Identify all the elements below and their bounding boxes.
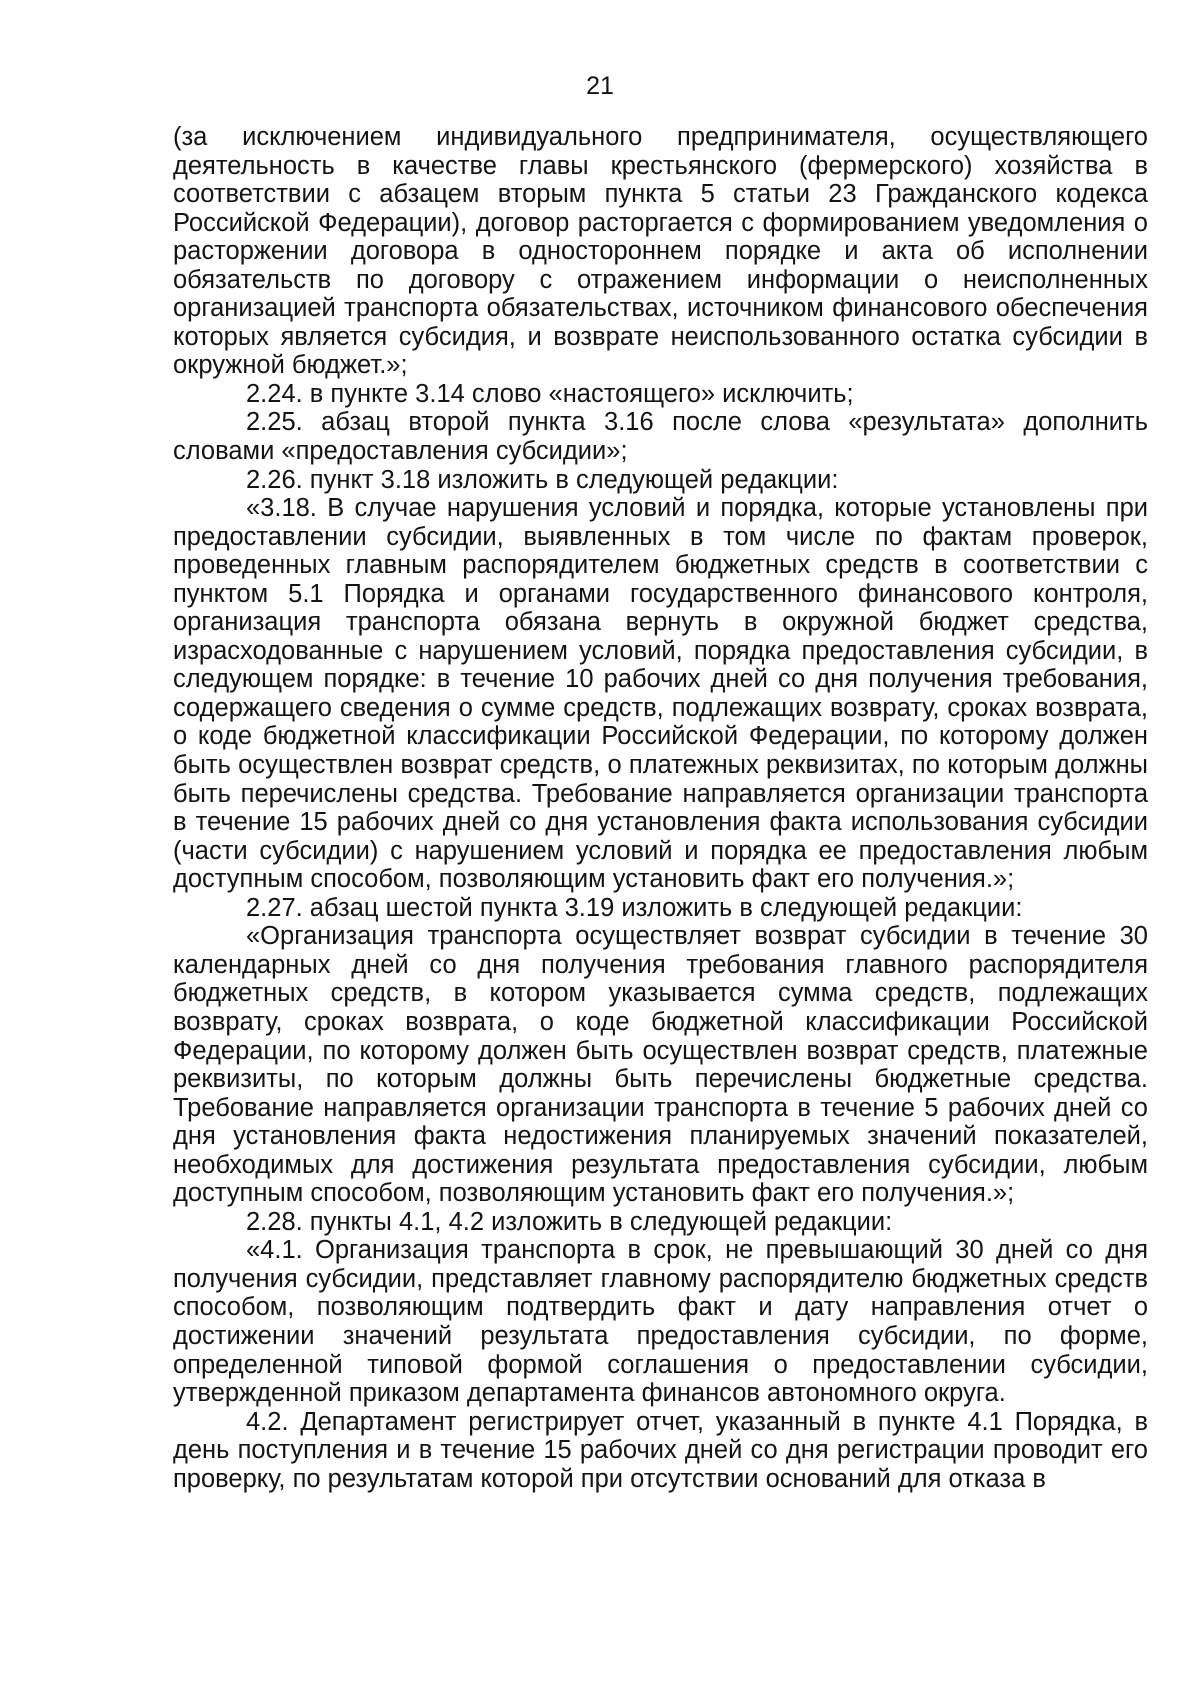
paragraph-3-18-text: «3.18. В случае нарушения условий и порядка, которые установлены при предоставлении субсидии, выявленных в том числе по фактам проверок, проведенных главным распорядителем бюджетных средств в соответствии с пунктом 5.1 Порядка и органами государственного финансового контроля, организация транспорта обязана вернуть в окружной бюджет средства, израсходованные с нарушением условий, порядка предоставления субсидии, в следующем порядке: в течение 10 рабочих дней со дня получения требования, содержащего сведения о сумме средств, подлежащих возврату, сроках возврата, о коде бюджетной классификации Российской Федерации, по которому должен быть осуществлен возврат средств, о платежных реквизитах, по которым должны быть перечислены средства. Требование направляется организации транспорта в течение 15 рабочих дней со дня установления факта использования субсидии (части субсидии) с нарушением условий и порядка ее предоставления любым доступным способом, позволяющим установить факт его получения.»; xyxy=(173,494,1148,894)
paragraph-3-19-text: «Организация транспорта осуществляет возврат субсидии в течение 30 календарных дней со дня получения требования главного распорядителя бюджетных средств, в котором указывается сумма средств, подлежащих возврату, сроках возврата, о коде бюджетной классификации Российской Федерации, по которому должен быть осуществлен возврат средств, платежные реквизиты, по которым должны быть перечислены бюджетные средства. Требование направляется организации транспорта в течение 5 рабочих дней со дня установления факта недостижения планируемых значений показателей, необходимых для достижения результата предоставления субсидии, любым доступным способом, позволяющим установить факт его получения.»; xyxy=(173,922,1148,1208)
page-number: 21 xyxy=(586,72,614,100)
paragraph-continuation: (за исключением индивидуального предпринимателя, осуществляющего деятельность в качестве главы крестьянского (фермерского) хозяйства в соответствии с абзацем вторым пункта 5 статьи 23 Гражданского кодекса Российской Федерации), договор расторгается с формированием уведомления о расторжении договора в одностороннем порядке и акта об исполнении обязательств по договору с отражением информации о неисполненных организацией транспорта обязательствах, источником финансового обеспечения которых является субсидия, и возврате неиспользованного остатка субсидии в окружной бюджет.»; xyxy=(173,123,1148,380)
paragraph-2-28: 2.28. пункты 4.1, 4.2 изложить в следующей редакции: xyxy=(246,1207,893,1236)
paragraph-2-24: 2.24. в пункте 3.14 слово «настоящего» исключить; xyxy=(246,379,854,408)
paragraph-4-1-text: «4.1. Организация транспорта в срок, не превышающий 30 дней со дня получения субсидии, представляет главному распорядителю бюджетных средств способом, позволяющим подтвердить факт и дату направления отчет о достижении значений результата предоставления субсидии, по форме, определенной типовой формой соглашения о предоставлении субсидии, утвержденной приказом департамента финансов автономного округа. xyxy=(173,1236,1148,1408)
paragraph-2-27: 2.27. абзац шестой пункта 3.19 изложить в следующей редакции: xyxy=(246,893,1023,922)
document-body xyxy=(173,123,1148,1493)
paragraph-2-25: 2.25. абзац второй пункта 3.16 после слова «результата» дополнить словами «предоставления субсидии»; xyxy=(173,408,1148,466)
paragraph-4-2-text: 4.2. Департамент регистрирует отчет, указанный в пункте 4.1 Порядка, в день поступления и в течение 15 рабочих дней со дня регистрации проводит его проверку, по результатам которой при отсутствии оснований для отказа в xyxy=(173,1407,1148,1493)
paragraph-2-26: 2.26. пункт 3.18 изложить в следующей редакции: xyxy=(246,465,839,494)
